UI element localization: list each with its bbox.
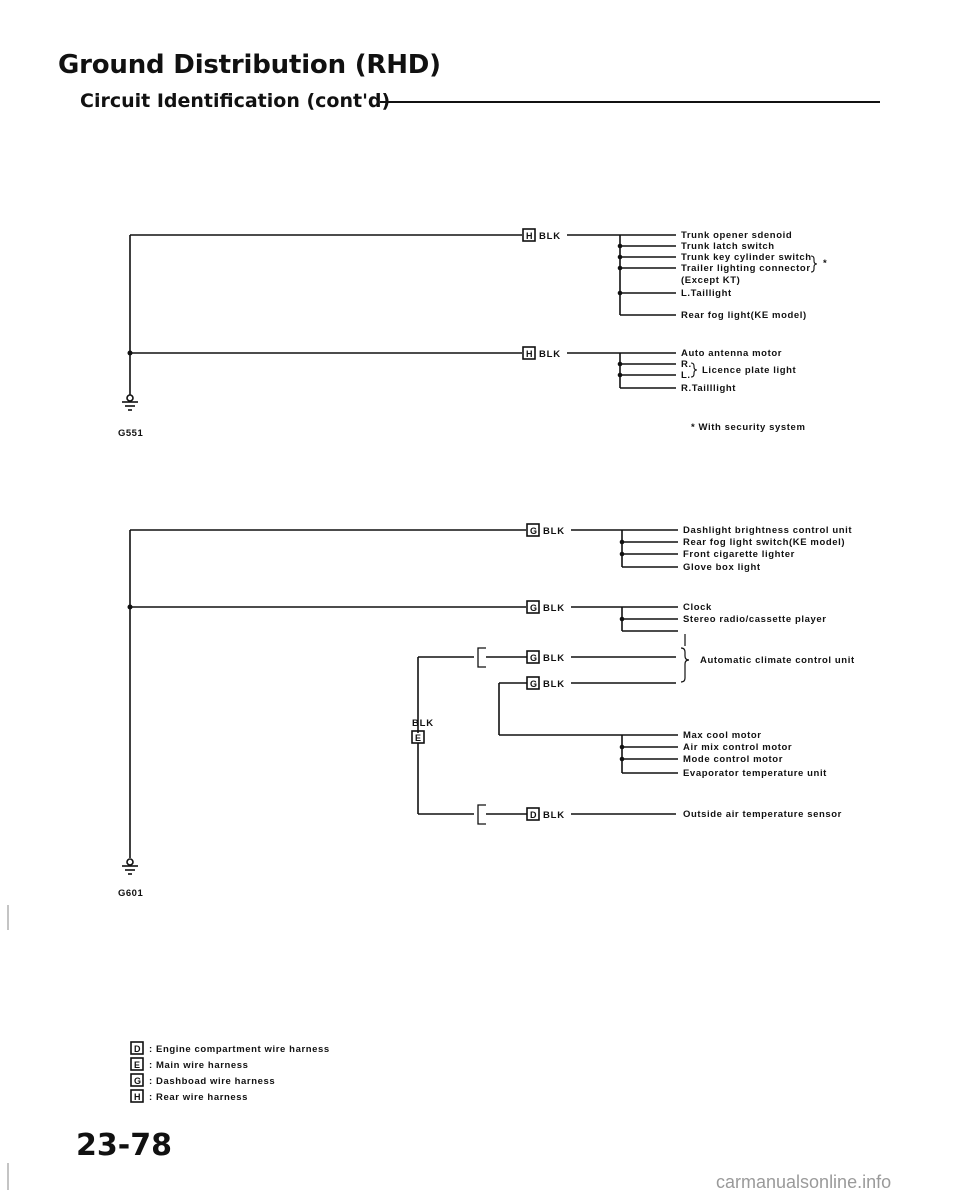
component-glove-box-light: Glove box light: [683, 562, 761, 573]
legend-letter-d: D: [134, 1044, 141, 1054]
component-auto-antenna: Auto antenna motor: [681, 348, 783, 359]
g551-splice-dot: [128, 351, 133, 356]
component-outside-air-sensor: Outside air temperature sensor: [683, 809, 842, 820]
component-rear-fog-light: Rear fog light(KE model): [681, 310, 807, 321]
connector-h-2-letter: H: [526, 349, 533, 359]
legend-letter-e: E: [134, 1060, 141, 1070]
component-trunk-opener: Trunk opener sdenoid: [681, 230, 793, 241]
g551-brace-licence: [691, 363, 697, 377]
splice-bracket-2: [478, 805, 486, 824]
wire-color-g-2: BLK: [543, 603, 565, 614]
component-dashlight-control: Dashlight brightness control unit: [683, 525, 853, 536]
wire-color-g-4: BLK: [543, 679, 565, 690]
g551-brace-switch: [811, 256, 817, 272]
component-evaporator-unit: Evaporator temperature unit: [683, 768, 827, 779]
component-trailer-connector: Trailer lighting connector: [681, 263, 811, 274]
security-footnote: * With security system: [691, 422, 806, 433]
connector-d-letter: D: [530, 810, 537, 820]
legend-text-e: : Main wire harness: [149, 1060, 249, 1071]
watermark: carmanualsonline.info: [716, 1172, 892, 1192]
component-r-taillight: R.Tailllight: [681, 383, 737, 394]
splice-bracket-1: [478, 648, 486, 667]
connector-g-4-letter: G: [530, 679, 538, 689]
wire-color-h-2: BLK: [539, 349, 561, 360]
wire-color-e: BLK: [412, 718, 434, 729]
ground-label-g551: G551: [118, 428, 144, 439]
wire-color-g-3: BLK: [543, 653, 565, 664]
component-trailer-note: (Except KT): [681, 275, 741, 286]
component-licence-r: R.: [681, 359, 692, 370]
component-climate-control-unit: Automatic climate control unit: [700, 655, 855, 666]
component-air-mix-motor: Air mix control motor: [683, 742, 793, 753]
component-licence-plate-light: Licence plate light: [702, 365, 797, 376]
page-title: Ground Distribution (RHD): [58, 50, 441, 80]
connector-h-1-letter: H: [526, 231, 533, 241]
connector-e-letter: E: [415, 733, 422, 743]
component-trunk-key-cylinder: Trunk key cylinder switch: [681, 252, 812, 263]
wire-color-g-1: BLK: [543, 526, 565, 537]
wire-color-d: BLK: [543, 810, 565, 821]
security-asterisk: *: [823, 258, 828, 269]
section-title: Circuit Identification (cont'd): [80, 90, 391, 112]
wire-color-h-1: BLK: [539, 231, 561, 242]
component-max-cool-motor: Max cool motor: [683, 730, 762, 741]
harness-legend: [131, 1042, 330, 1103]
ground-label-g601: G601: [118, 888, 144, 899]
component-cigarette-lighter: Front cigarette lighter: [683, 549, 795, 560]
legend-letter-g: G: [134, 1076, 142, 1086]
legend-text-g: : Dashboad wire harness: [149, 1076, 276, 1087]
component-trunk-latch: Trunk latch switch: [681, 241, 775, 252]
g601-circuit: [122, 524, 689, 874]
component-licence-l: L.: [681, 370, 691, 381]
connector-g-2-letter: G: [530, 603, 538, 613]
legend-text-d: : Engine compartment wire harness: [149, 1044, 330, 1055]
component-stereo: Stereo radio/cassette player: [683, 614, 827, 625]
g601-ground-symbol: [122, 859, 138, 874]
climate-brace: [681, 648, 689, 682]
g551-ground-symbol: [122, 395, 138, 410]
component-rear-fog-switch: Rear fog light switch(KE model): [683, 537, 846, 548]
connector-g-3-letter: G: [530, 653, 538, 663]
component-clock: Clock: [683, 602, 712, 613]
page-number: 23-78: [76, 1128, 172, 1163]
component-mode-motor: Mode control motor: [683, 754, 783, 765]
connector-g-1-letter: G: [530, 526, 538, 536]
legend-letter-h: H: [134, 1092, 141, 1102]
component-l-taillight: L.Taillight: [681, 288, 732, 299]
legend-text-h: : Rear wire harness: [149, 1092, 249, 1103]
